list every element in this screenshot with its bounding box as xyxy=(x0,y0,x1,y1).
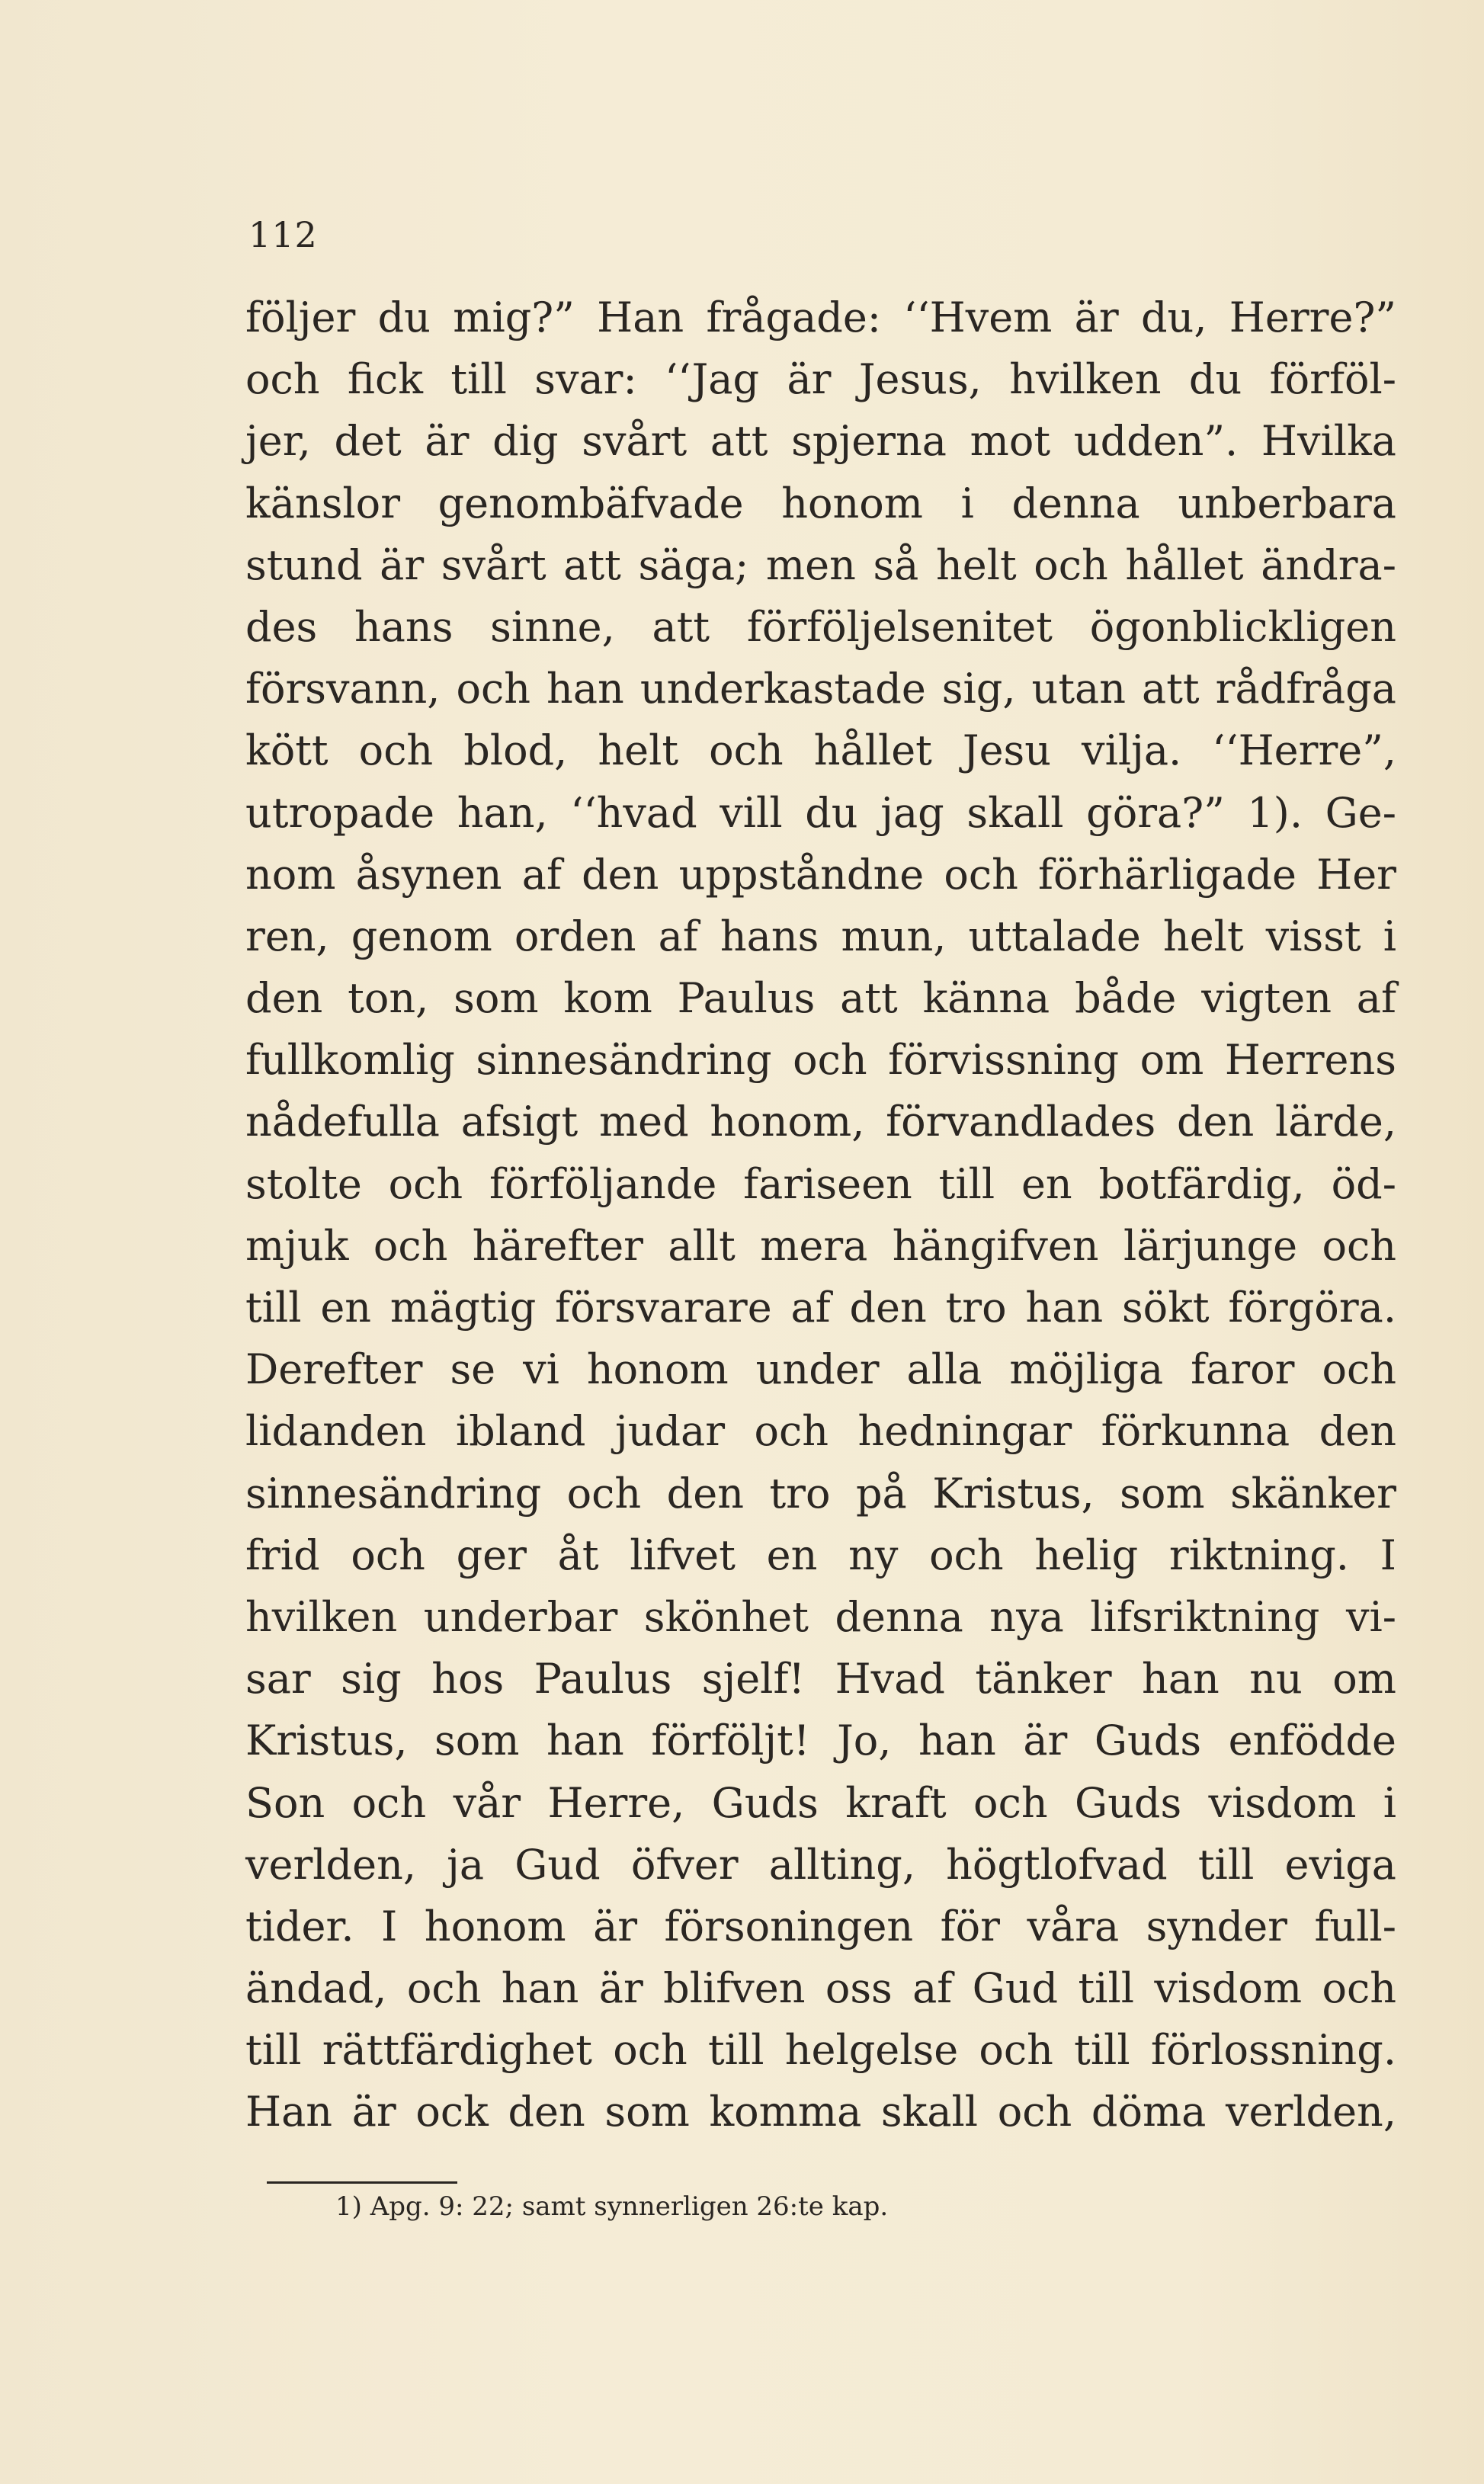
text-line: jer, det är dig svårt att spjerna mot udden”. Hvilka xyxy=(245,417,1396,466)
text-line: fullkomlig sinnesändring och förvissning om Herrens xyxy=(245,1036,1396,1085)
text-line: kött och blod, helt och hållet Jesu vilja. ‘‘Herre”, xyxy=(245,726,1396,775)
text-line: mjuk och härefter allt mera hängifven lärjunge och xyxy=(245,1221,1396,1270)
body-text xyxy=(245,287,1396,2143)
footnote: 1) Apg. 9: 22; samt synnerligen 26:te kap. xyxy=(335,2191,889,2222)
text-line: den ton, som kom Paulus att känna både vigten af xyxy=(245,974,1396,1023)
text-line: verlden, ja Gud öfver allting, högtlofvad till eviga xyxy=(245,1840,1396,1889)
text-line: Han är ock den som komma skall och döma verlden, xyxy=(245,2088,1396,2136)
text-line: stolte och förföljande fariseen till en botfärdig, öd- xyxy=(245,1159,1396,1208)
text-line: Kristus, som han förföljt! Jo, han är Guds enfödde xyxy=(245,1716,1396,1765)
text-line: försvann, och han underkastade sig, utan att rådfråga xyxy=(245,665,1396,713)
text-line: hvilken underbar skönhet denna nya lifsriktning vi- xyxy=(245,1592,1396,1641)
text-line: följer du mig?” Han frågade: ‘‘Hvem är du, Herre?” xyxy=(245,293,1396,341)
text-line: frid och ger åt lifvet en ny och helig riktning. I xyxy=(245,1530,1396,1579)
text-line: utropade han, ‘‘hvad vill du jag skall göra?” 1). Ge- xyxy=(245,788,1396,837)
page-number: 112 xyxy=(248,214,318,255)
text-line: nådefulla afsigt med honom, förvandlades den lärde, xyxy=(245,1098,1396,1146)
text-line: sinnesändring och den tro på Kristus, som skänker xyxy=(245,1469,1396,1518)
text-line: tider. I honom är försoningen för våra synder full- xyxy=(245,1902,1396,1950)
text-line: till en mägtig försvarare af den tro han sökt förgöra. xyxy=(245,1284,1396,1332)
footnote-separator xyxy=(267,2181,457,2184)
text-line: ren, genom orden af hans mun, uttalade helt visst i xyxy=(245,912,1396,960)
text-line: känslor genombäfvade honom i denna unberbara xyxy=(245,479,1396,527)
text-line: nom åsynen af den uppståndne och förhärligade Her xyxy=(245,850,1396,899)
text-line: till rättfärdighet och till helgelse och till förlossning. xyxy=(245,2026,1396,2075)
text-line: och fick till svar: ‘‘Jag är Jesus, hvilken du förföl- xyxy=(245,355,1396,404)
text-line: des hans sinne, att förföljelsenitet ögonblickligen xyxy=(245,602,1396,651)
text-line: Son och vår Herre, Guds kraft och Guds visdom i xyxy=(245,1778,1396,1827)
text-line: lidanden ibland judar och hedningar förkunna den xyxy=(245,1407,1396,1456)
text-line: ändad, och han är blifven oss af Gud till visdom och xyxy=(245,1964,1396,2013)
text-line: stund är svårt att säga; men så helt och hållet ändra- xyxy=(245,540,1396,589)
text-line: Derefter se vi honom under alla möjliga faror och xyxy=(245,1345,1396,1394)
text-line: sar sig hos Paulus sjelf! Hvad tänker han nu om xyxy=(245,1655,1396,1704)
